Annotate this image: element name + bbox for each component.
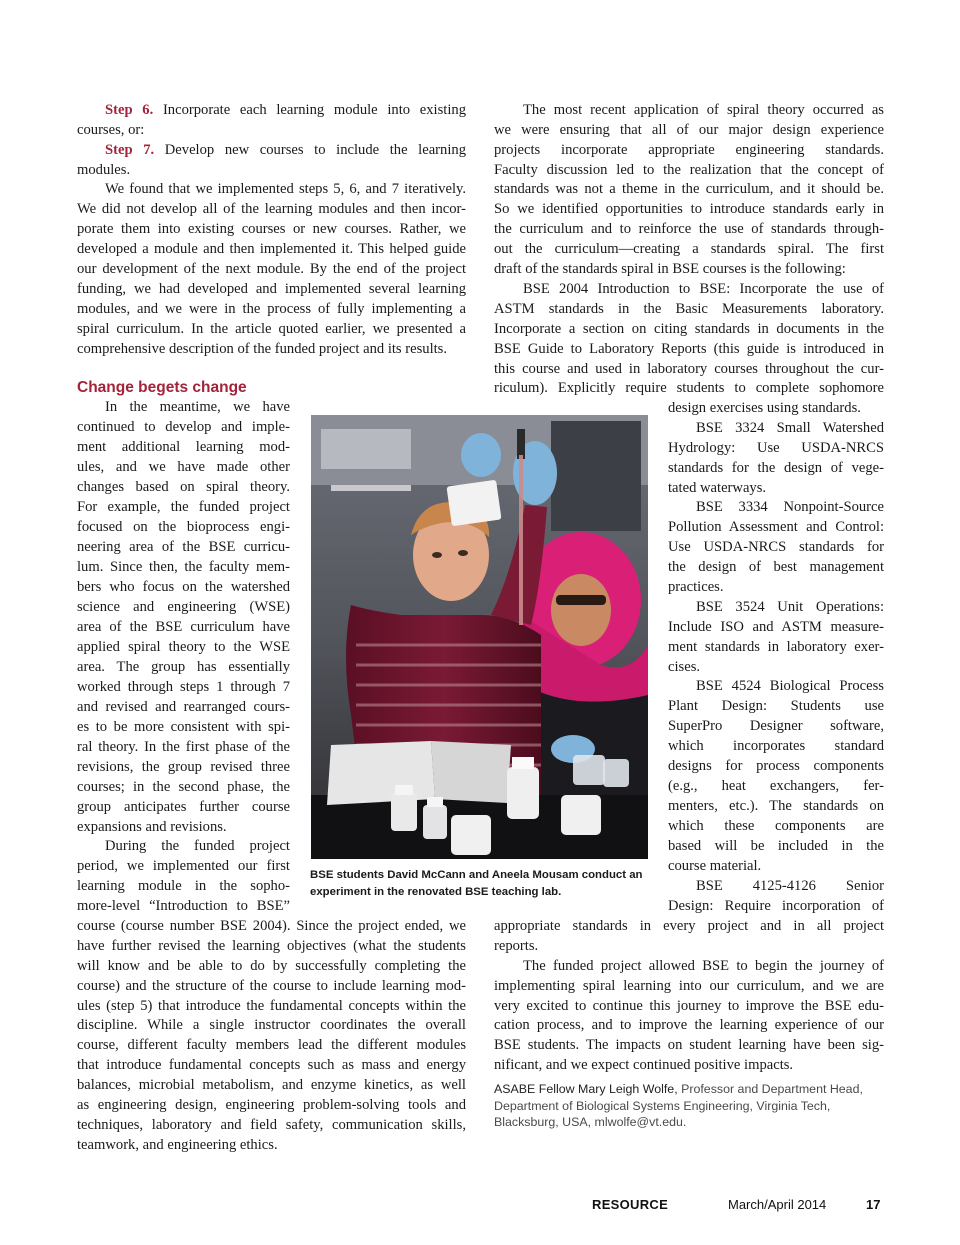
- body-line: comprehensive description of the funded project and its results.: [77, 341, 448, 357]
- body-line: We did not develop all of the learning modules and then incor-: [77, 201, 466, 217]
- body-line: Plant Design: Students use: [668, 698, 884, 714]
- page-number: 17: [866, 1197, 881, 1212]
- body-line: lum. Since then, the faculty mem-: [77, 559, 290, 575]
- body-line: During the funded project: [105, 838, 290, 854]
- body-line: BSE 3524 Unit Operations:: [696, 599, 884, 615]
- body-line: So we identified opportunities to introduce standards early in: [494, 201, 884, 217]
- body-line: BSE 4125-4126 Senior: [696, 878, 884, 894]
- step-6-line: courses, or:: [77, 122, 145, 138]
- body-line: spiral curriculum. In the article quoted earlier, we presented a: [77, 321, 466, 337]
- body-line: ules, and we have made other: [77, 459, 290, 475]
- body-line: In the meantime, we have: [105, 399, 290, 415]
- body-line: BSE students. The impacts on student learning have been sig-: [494, 1037, 884, 1053]
- body-line: design exercises using standards.: [668, 400, 861, 416]
- author-dept: Department of Biological Systems Engineering, Virginia Tech,: [494, 1098, 831, 1113]
- body-line: this course and used in laboratory courses throughout the cur-: [494, 361, 884, 377]
- body-line: ASTM standards in the Basic Measurements laboratory.: [494, 301, 884, 317]
- body-line: applied spiral theory to the WSE: [77, 639, 290, 655]
- body-line: neering area of the BSE curricu-: [77, 539, 290, 555]
- body-line: appropriate standards in every project and in all project: [494, 918, 884, 934]
- step-6-line: Step 6. Incorporate each learning module into existing: [105, 102, 466, 118]
- body-line: reports.: [494, 938, 539, 954]
- body-line: cation process, and to improve the learning experience of our: [494, 1017, 884, 1033]
- body-line: funding, we had developed and implemented several learning: [77, 281, 466, 297]
- author-location: Blacksburg, USA, mlwolfe@vt.edu.: [494, 1115, 687, 1129]
- publication-name: RESOURCE: [592, 1197, 669, 1212]
- issue-date: March/April 2014: [728, 1197, 827, 1212]
- author-name: ASABE Fellow Mary Leigh Wolfe,: [494, 1082, 678, 1096]
- body-line: SuperPro Designer software,: [668, 718, 884, 734]
- body-line: science and engineering (WSE): [77, 599, 290, 615]
- body-line: learning module in the sopho-: [77, 878, 290, 894]
- body-line: Include ISO and ASTM measure-: [668, 619, 884, 635]
- body-line: The most recent application of spiral theory occurred as: [523, 102, 884, 118]
- lab-photo-icon: [311, 415, 648, 859]
- body-line: Pollution Assessment and Control:: [668, 519, 884, 535]
- body-line: more-level “Introduction to BSE”: [77, 898, 290, 914]
- body-line: the curriculum and to reinforce the use of standards through-: [494, 221, 884, 237]
- body-line: course, different faculty members lead the different modules: [77, 1037, 466, 1053]
- body-line: group anticipates further course: [77, 799, 290, 815]
- author-bio: [494, 1081, 886, 1131]
- body-line: area. The group has essentially: [77, 659, 290, 675]
- body-line: continued to develop and imple-: [77, 419, 290, 435]
- body-line: out the curriculum—creating a standards spiral. The first: [494, 241, 884, 257]
- body-line: BSE 3334 Nonpoint-Source: [696, 499, 884, 515]
- caption-line: BSE students David McCann and Aneela Mousam conduct an: [310, 869, 643, 881]
- body-line: that introduce fundamental concepts such as mass and energy: [77, 1057, 466, 1073]
- body-line: will know and be able to do by successfully completing the: [77, 958, 466, 974]
- body-line: ules (step 5) that introduce the fundamental concepts within the: [77, 998, 466, 1014]
- body-line: the design of best management: [668, 559, 884, 575]
- author-title: Professor and Department Head,: [677, 1082, 863, 1096]
- section-heading: Change begets change: [77, 379, 247, 396]
- body-line: teamwork, and engineering ethics.: [77, 1137, 278, 1153]
- body-line: BSE 4524 Biological Process: [696, 678, 884, 694]
- body-line: Use USDA-NRCS standards for: [668, 539, 884, 555]
- body-line: ment standards in laboratory exer-: [668, 639, 884, 655]
- body-line: have further revised the learning objectives (what the students: [77, 938, 466, 954]
- body-line: course) and the structure of the course to include learning mod-: [77, 978, 466, 994]
- photo-caption: [310, 867, 655, 901]
- step-7-label: Step 7.: [105, 142, 155, 158]
- body-line: changes based on spiral theory.: [77, 479, 290, 495]
- step-7-line: modules.: [77, 162, 131, 178]
- body-line: es to be more consistent with spi-: [77, 719, 290, 735]
- body-line: The funded project allowed BSE to begin the journey of: [523, 958, 884, 974]
- body-line: nificant, and we expect continued positive impacts.: [494, 1057, 794, 1073]
- body-line: we were ensuring that all of our major design experience: [494, 122, 884, 138]
- body-line: menters, etc.). The standards on: [668, 798, 884, 814]
- body-line: Hydrology: Use USDA-NRCS: [668, 440, 884, 456]
- caption-line: experiment in the renovated BSE teaching lab.: [310, 886, 562, 898]
- body-line: porate them into existing courses or new courses. Rather, we: [77, 221, 466, 237]
- body-line: BSE Guide to Laboratory Reports (this guide is introduced in: [494, 341, 884, 357]
- body-line: BSE 3324 Small Watershed: [696, 420, 884, 436]
- body-line: standards was not a theme in the curriculum, and it should be.: [494, 181, 884, 197]
- body-line: draft of the standards spiral in BSE courses is the following:: [494, 261, 846, 277]
- body-line: Incorporate a section on citing standards in documents in the: [494, 321, 884, 337]
- body-line: based will be included in the: [668, 838, 884, 854]
- body-line: Design: Require incorporation of: [668, 898, 884, 914]
- body-line: worked through steps 1 through 7: [77, 679, 290, 695]
- body-line: expansions and revisions.: [77, 819, 227, 835]
- body-line: very excited to continue this journey to improve the BSE edu-: [494, 998, 884, 1014]
- body-line: We found that we implemented steps 5, 6, and 7 iteratively.: [105, 181, 466, 197]
- body-line: discipline. While a single instructor coordinates the overall: [77, 1017, 466, 1033]
- step-6-label: Step 6.: [105, 102, 154, 118]
- body-line: BSE 2004 Introduction to BSE: Incorporate the use of: [523, 281, 884, 297]
- body-line: modules, and we were in the process of fully implementing a: [77, 301, 466, 317]
- body-line: techniques, laboratory and field safety, communication skills,: [77, 1117, 466, 1133]
- body-line: cises.: [668, 659, 701, 675]
- body-line: and revised and rearranged cours-: [77, 699, 290, 715]
- body-line: developed a module and then implemented it. This helped guide: [77, 241, 466, 257]
- body-line: course (course number BSE 2004). Since the project ended, we: [77, 918, 466, 934]
- body-line: (e.g., heat exchangers, fer-: [668, 778, 884, 794]
- body-line: focused on the bioprocess engi-: [77, 519, 290, 535]
- body-line: courses; in the second phase, the: [77, 779, 290, 795]
- body-line: ment additional learning mod-: [77, 439, 290, 455]
- body-line: For example, the funded project: [77, 499, 290, 515]
- body-line: designs for process components: [668, 758, 884, 774]
- body-line: which incorporates standard: [668, 738, 884, 754]
- body-line: ral theory. In the first phase of the: [77, 739, 290, 755]
- body-line: revisions, the group revised three: [77, 759, 290, 775]
- step-7-line: Step 7. Develop new courses to include the learning: [105, 142, 466, 158]
- body-line: standards for the design of vege-: [668, 460, 884, 476]
- body-line: projects incorporate appropriate engineering standards.: [494, 142, 884, 158]
- body-line: practices.: [668, 579, 724, 595]
- body-line: as engineering design, engineering problem-solving tools and: [77, 1097, 466, 1113]
- body-line: Faculty discussion led to the realization that the concept of: [494, 162, 884, 178]
- body-line: which these components are: [668, 818, 884, 834]
- body-line: area of the BSE curriculum have: [77, 619, 290, 635]
- body-line: our development of the next module. By the end of the project: [77, 261, 466, 277]
- body-line: period, we implemented our first: [77, 858, 290, 874]
- body-line: bers who focus on the watershed: [77, 579, 290, 595]
- body-line: riculum). Explicitly require students to complete sophomore: [494, 380, 884, 396]
- body-line: implementing spiral learning into our curriculum, and we are: [494, 978, 884, 994]
- lab-photo: [311, 415, 648, 859]
- body-line: balances, microbial metabolism, and enzyme kinetics, as well: [77, 1077, 466, 1093]
- body-line: course material.: [668, 858, 762, 874]
- body-line: tated waterways.: [668, 480, 767, 496]
